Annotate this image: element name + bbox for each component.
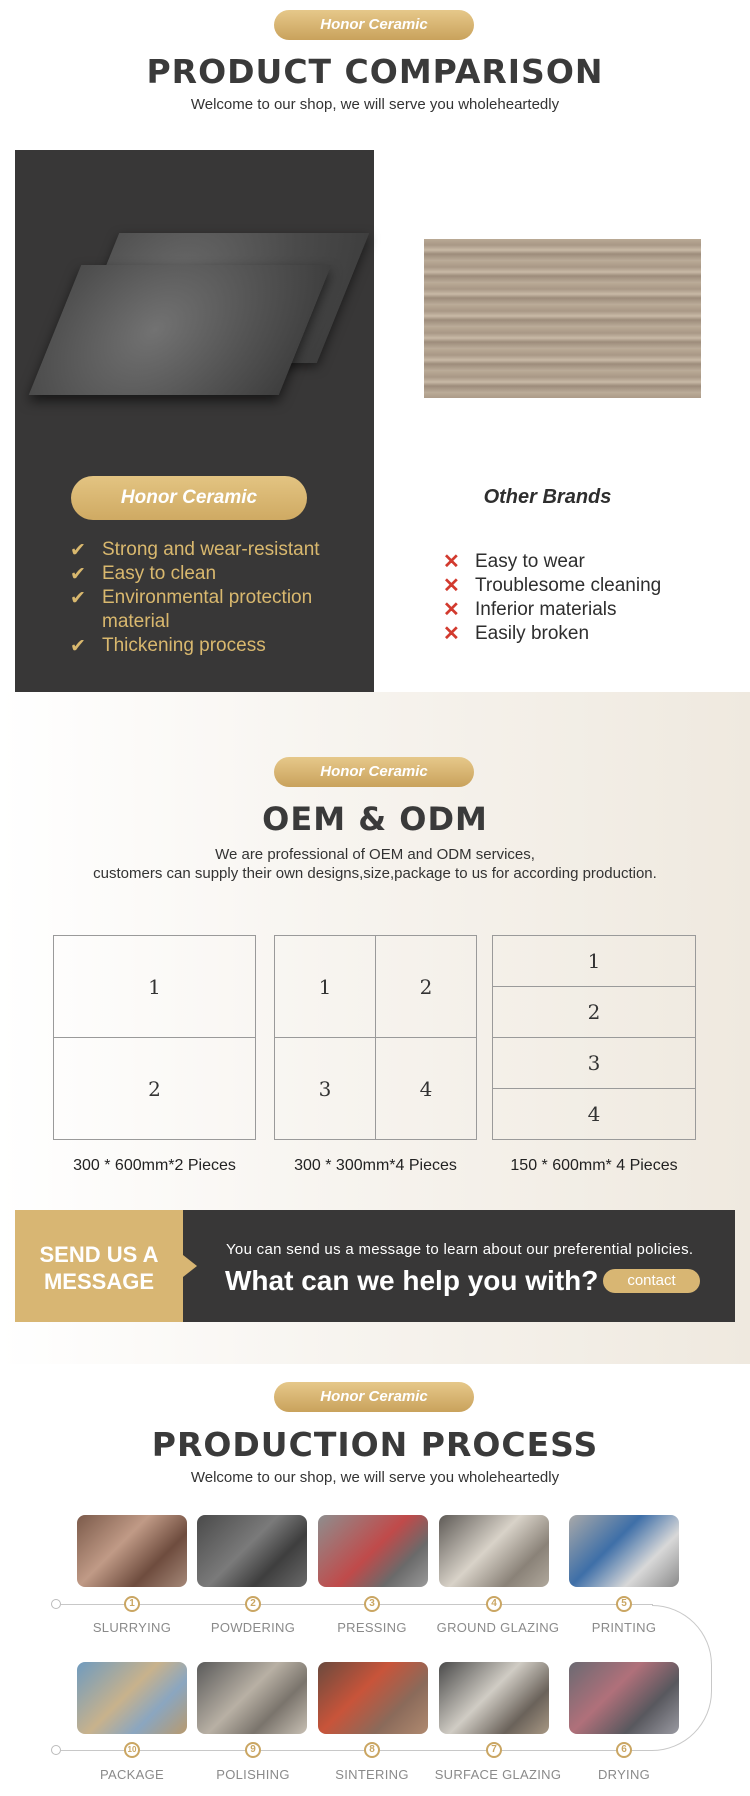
step-number: 2 (245, 1596, 261, 1612)
layout-cell: 2 (375, 935, 477, 1038)
drawback-item: ✕ Easy to wear (443, 551, 585, 573)
layout-cell: 3 (492, 1037, 696, 1089)
slurrying-photo (77, 1515, 187, 1587)
layout-cell: 3 (274, 1037, 376, 1140)
layout-cell: 1 (492, 935, 696, 987)
printing-photo (569, 1515, 679, 1587)
feature-item: ✔ Environmental protection material (70, 587, 313, 632)
step-number: 4 (486, 1596, 502, 1612)
other-brands-title: Other Brands (483, 486, 612, 508)
arrow-right-icon (183, 1255, 197, 1277)
check-icon: ✔ (70, 540, 86, 561)
check-icon: ✔ (70, 564, 86, 585)
step-label: PRESSING (337, 1620, 407, 1635)
layout-caption: 300 * 600mm*2 Pieces (73, 1157, 236, 1174)
layout-cell: 2 (53, 1037, 256, 1140)
layout-caption: 300 * 300mm*4 Pieces (294, 1157, 457, 1174)
powdering-photo (197, 1515, 307, 1587)
drawback-item: ✕ Easily broken (443, 623, 590, 645)
tile-image-front (29, 265, 332, 395)
process-subtitle: Welcome to our shop, we will serve you wholeheartedly (190, 1469, 560, 1486)
comparison-subtitle: Welcome to our shop, we will serve you wholeheartedly (190, 96, 560, 113)
feature-item: ✔ Easy to clean (70, 563, 217, 585)
cross-icon: ✕ (443, 623, 460, 645)
check-icon: ✔ (70, 588, 86, 609)
sintering-photo (318, 1662, 428, 1734)
step-label: PACKAGE (100, 1767, 164, 1782)
feature-item: ✔ Thickening process (70, 635, 266, 657)
timeline-line (61, 1750, 653, 1751)
layout-cell: 1 (53, 935, 256, 1038)
surface-glazing-photo (439, 1662, 549, 1734)
timeline-start-icon (51, 1599, 61, 1609)
step-number: 1 (124, 1596, 140, 1612)
check-icon: ✔ (70, 636, 86, 657)
step-number: 3 (364, 1596, 380, 1612)
step-number: 8 (364, 1742, 380, 1758)
drawback-item: ✕ Inferior materials (443, 599, 617, 621)
timeline-line (61, 1604, 653, 1605)
polishing-photo (197, 1662, 307, 1734)
brand-pill: Honor Ceramic (274, 757, 474, 787)
step-label: POLISHING (216, 1767, 290, 1782)
feature-list (70, 538, 360, 658)
step-label: GROUND GLAZING (436, 1620, 560, 1635)
step-number: 9 (245, 1742, 261, 1758)
package-photo (77, 1662, 187, 1734)
layout-cell: 4 (375, 1037, 477, 1140)
cross-icon: ✕ (443, 599, 460, 621)
step-label: SLURRYING (92, 1620, 172, 1635)
layout-cell: 2 (492, 986, 696, 1038)
drying-photo (569, 1662, 679, 1734)
ground-glazing-photo (439, 1515, 549, 1587)
drawback-item: ✕ Troublesome cleaning (443, 575, 662, 597)
step-number: 10 (124, 1742, 140, 1758)
step-label: SURFACE GLAZING (434, 1767, 562, 1782)
feature-item: ✔ Strong and wear-resistant (70, 539, 320, 561)
contact-button[interactable]: contact (603, 1269, 700, 1293)
pressing-photo (318, 1515, 428, 1587)
step-number: 6 (616, 1742, 632, 1758)
oem-line-1: We are professional of OEM and ODM services, (215, 846, 535, 863)
cross-icon: ✕ (443, 551, 460, 573)
process-title: PRODUCTION PROCESS (151, 1425, 599, 1464)
layout-cell: 4 (492, 1088, 696, 1140)
message-note: You can send us a message to learn about our preferential policies. (226, 1241, 694, 1258)
brand-pill: Honor Ceramic (274, 1382, 474, 1412)
step-number: 5 (616, 1596, 632, 1612)
step-label: SINTERING (335, 1767, 409, 1782)
layout-caption: 150 * 600mm* 4 Pieces (510, 1157, 678, 1174)
timeline-end-icon (51, 1745, 61, 1755)
send-message-label: SEND US A MESSAGE (15, 1210, 183, 1322)
comparison-title: PRODUCT COMPARISON (146, 52, 604, 91)
cross-icon: ✕ (443, 575, 460, 597)
step-label: DRYING (597, 1767, 651, 1782)
layout-cell: 1 (274, 935, 376, 1038)
honor-panel (15, 150, 374, 692)
message-headline: What can we help you with? (225, 1265, 599, 1296)
honor-ceramic-badge: Honor Ceramic (71, 476, 307, 520)
other-brand-tile-image (424, 239, 701, 398)
oem-line-2: customers can supply their own designs,size,package to us for according production. (93, 865, 657, 882)
step-number: 7 (486, 1742, 502, 1758)
drawback-list (443, 550, 661, 646)
brand-pill: Honor Ceramic (274, 10, 474, 40)
oem-title: OEM & ODM (262, 800, 488, 838)
step-label: PRINTING (591, 1620, 657, 1635)
step-label: POWDERING (210, 1620, 296, 1635)
